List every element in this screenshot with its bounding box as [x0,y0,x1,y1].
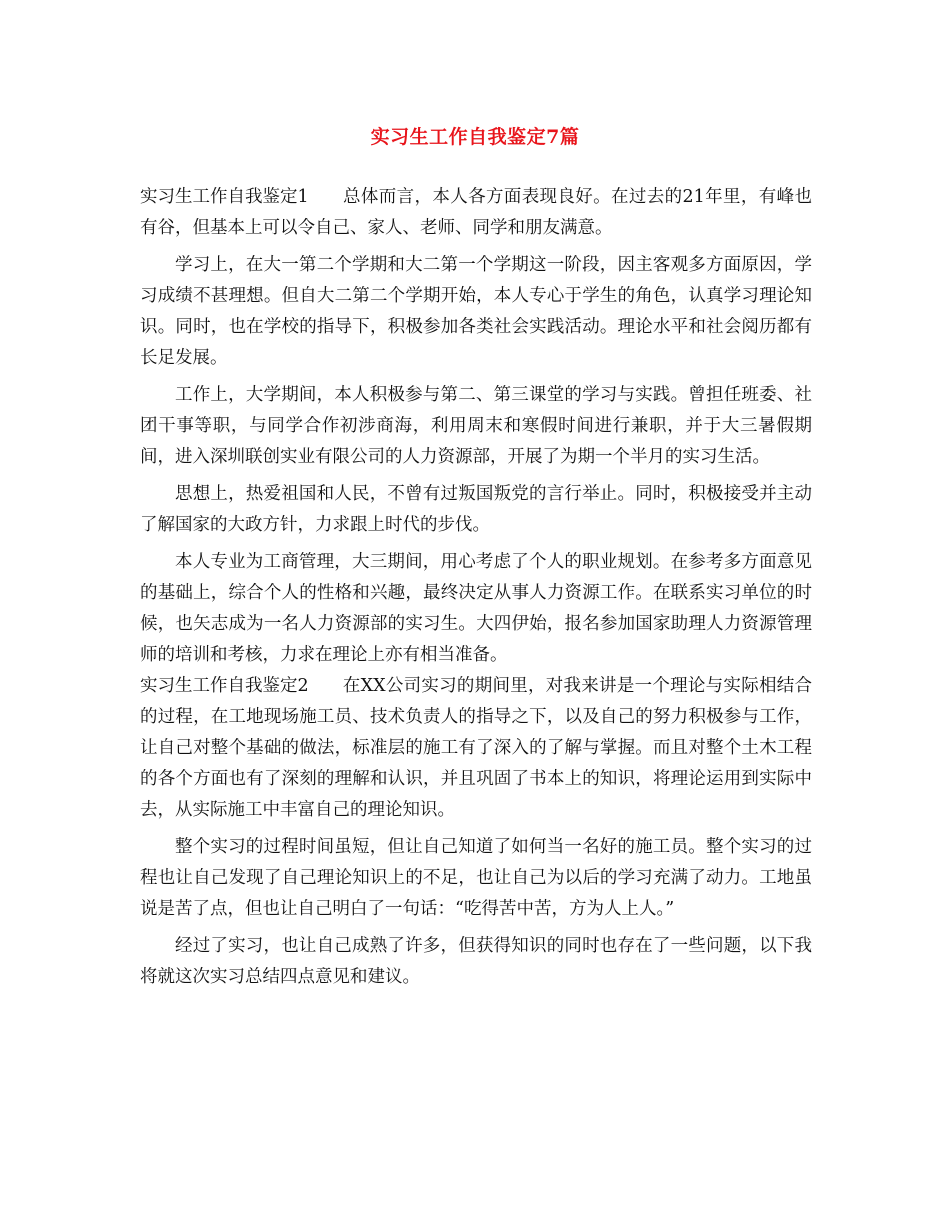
document-title: 实习生工作自我鉴定7篇 [370,126,580,148]
section-1-paragraph: 思想上，热爱祖国和人民，不曾有过叛国叛党的言行举止。同时，积极接受并主动了解国家的大政方针，力求跟上时代的步伐。 [140,484,812,535]
section-2-intro [140,671,812,826]
section-1-intro [140,182,812,244]
section-1-paragraph: 本人专业为工商管理，大三期间，用心考虑了个人的职业规划。在参考多方面意见的基础上，综合个人的性格和兴趣，最终决定从事人力资源工作。在联系实习单位的时候，也矢志成为一名人力资源部的实习生。大四伊始，报名参加国家助理人力资源管理师的培训和考核，力求在理论上亦有相当准备。 [140,552,812,665]
section-2-paragraph: 整个实习的过程时间虽短，但让自己知道了如何当一名好的施工员。整个实习的过程也让自己发现了自己理论知识上的不足，也让自己为以后的学习充满了动力。工地虽说是苦了点，但也让自己明白了一句话：“吃得苦中苦，方为人上人。” [140,837,812,919]
section-1-heading: 实习生工作自我鉴定1 [140,187,309,207]
section-1-paragraph: 学习上，在大一第二个学期和大二第一个学期这一阶段，因主客观多方面原因，学习成绩不甚理想。但自大二第二个学期开始，本人专心于学生的角色，认真学习理论知识。同时，也在学校的指导下，积极参加各类社会实践活动。理论水平和社会阅历都有长足发展。 [140,255,812,368]
section-1-paragraph: 工作上，大学期间，本人积极参与第二、第三课堂的学习与实践。曾担任班委、社团干事等职，与同学合作初涉商海，利用周末和寒假时间进行兼职，并于大三暑假期间，进入深圳联创实业有限公司的人力资源部，开展了为期一个半月的实习生活。 [140,385,812,467]
section-2-paragraph: 经过了实习，也让自己成熟了许多，但获得知识的同时也存在了一些问题，以下我将就这次实习总结四点意见和建议。 [140,936,812,987]
section-2-heading: 实习生工作自我鉴定2 [140,676,309,696]
section-1-first-paragraph: 总体而言，本人各方面表现良好。在过去的21年里，有峰也有谷，但基本上可以令自己、家人、老师、同学和朋友满意。 [140,187,812,238]
section-2-first-paragraph: 在XX公司实习的期间里，对我来讲是一个理论与实际相结合的过程，在工地现场施工员、技术负责人的指导之下，以及自己的努力积极参与工作，让自己对整个基础的做法，标准层的施工有了深入的了解与掌握。而且对整个土木工程的各个方面也有了深刻的理解和认识，并且巩固了书本上的知识，将理论运用到实际中去，从实际施工中丰富自己的理论知识。 [140,676,812,820]
document-body [140,182,812,993]
